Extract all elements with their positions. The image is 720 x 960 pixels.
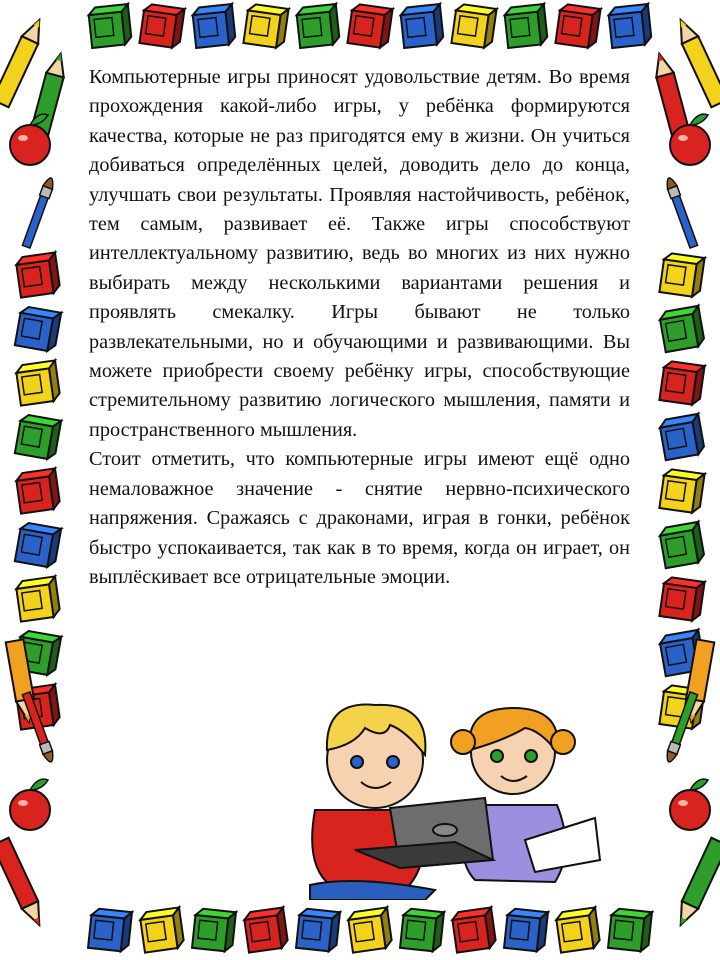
toy-cube-icon (15, 522, 61, 568)
toy-cube-icon (139, 907, 184, 952)
toy-cube-icon (608, 908, 652, 952)
toy-cube-icon (88, 4, 132, 48)
toy-cube-icon (400, 4, 444, 48)
toy-cube-icon (347, 907, 392, 952)
toy-cube-icon (659, 576, 704, 621)
toy-cube-icon (504, 908, 548, 952)
toy-cube-icon (296, 908, 340, 952)
toy-cube-icon (192, 4, 236, 48)
toy-cube-icon (15, 252, 60, 297)
toy-cube-icon (659, 468, 704, 513)
toy-cube-icon (15, 468, 60, 513)
toy-cube-icon (15, 414, 61, 460)
paintbrush-icon (664, 176, 698, 248)
toy-cube-icon (659, 414, 705, 460)
toy-cube-icon (555, 3, 600, 48)
toy-cube-icon (659, 306, 705, 352)
toy-cube-icon (347, 3, 392, 48)
toy-cube-icon (451, 3, 496, 48)
apple-icon (670, 779, 710, 830)
article-text (89, 63, 630, 592)
paragraph-stress-relief: Стоит отметить, что компьютерные игры имеют ещё одно немаловажное значение - снятие нервно-психического напряжения. Сражаясь с драконами, играя в гонки, ребёнок быстро успокаивается, так как в то время, когда он играет, он выплёскивает все отрицательные эмоции. (89, 448, 630, 588)
toy-cube-icon (504, 4, 548, 48)
toy-cube-icon (88, 908, 132, 952)
toy-cube-icon (15, 360, 60, 405)
toy-cube-icon (400, 908, 444, 952)
toy-cube-icon (296, 4, 340, 48)
paintbrush-icon (21, 176, 55, 248)
apple-icon (10, 779, 50, 830)
toy-cube-icon (15, 576, 60, 621)
toy-cube-icon (243, 907, 288, 952)
toy-cube-icon (555, 907, 600, 952)
boy-figure (310, 705, 435, 900)
toy-cube-icon (659, 360, 704, 405)
crayon-icon (0, 838, 47, 929)
children-with-laptop-illustration (295, 690, 605, 900)
toy-cube-icon (451, 907, 496, 952)
toy-cube-icon (243, 3, 288, 48)
crayon-icon (651, 51, 690, 135)
paragraph-games-benefits: Компьютерные игры приносят удовольствие детям. Во время прохождения какой-либо игры, у ребёнка формируются качества, которые не раз пригодятся ему в жизни. Он учиться добиваться определённых целей, доводить дело до конца, улучшать свои результаты. Проявляя настойчивость, ребёнок, тем самым, развивает её. Также игры способствуют интеллектуальному развитию, ведь во многих из них нужно выбирать между несколькими вариантами решения и проявлять смекалку. Игры бывают не только развлекательными, но и обучающими и развивающими. Вы можете приобрести своему ребёнку игры, способствующие стремительному развитию логического мышления, памяти и пространственного мышления. (89, 66, 630, 441)
toy-cube-icon (139, 3, 184, 48)
toy-cube-icon (608, 4, 652, 48)
toy-cube-icon (15, 306, 61, 352)
toy-cube-icon (659, 252, 704, 297)
crayon-icon (673, 838, 720, 929)
toy-cube-icon (192, 908, 236, 952)
toy-cube-icon (659, 522, 705, 568)
